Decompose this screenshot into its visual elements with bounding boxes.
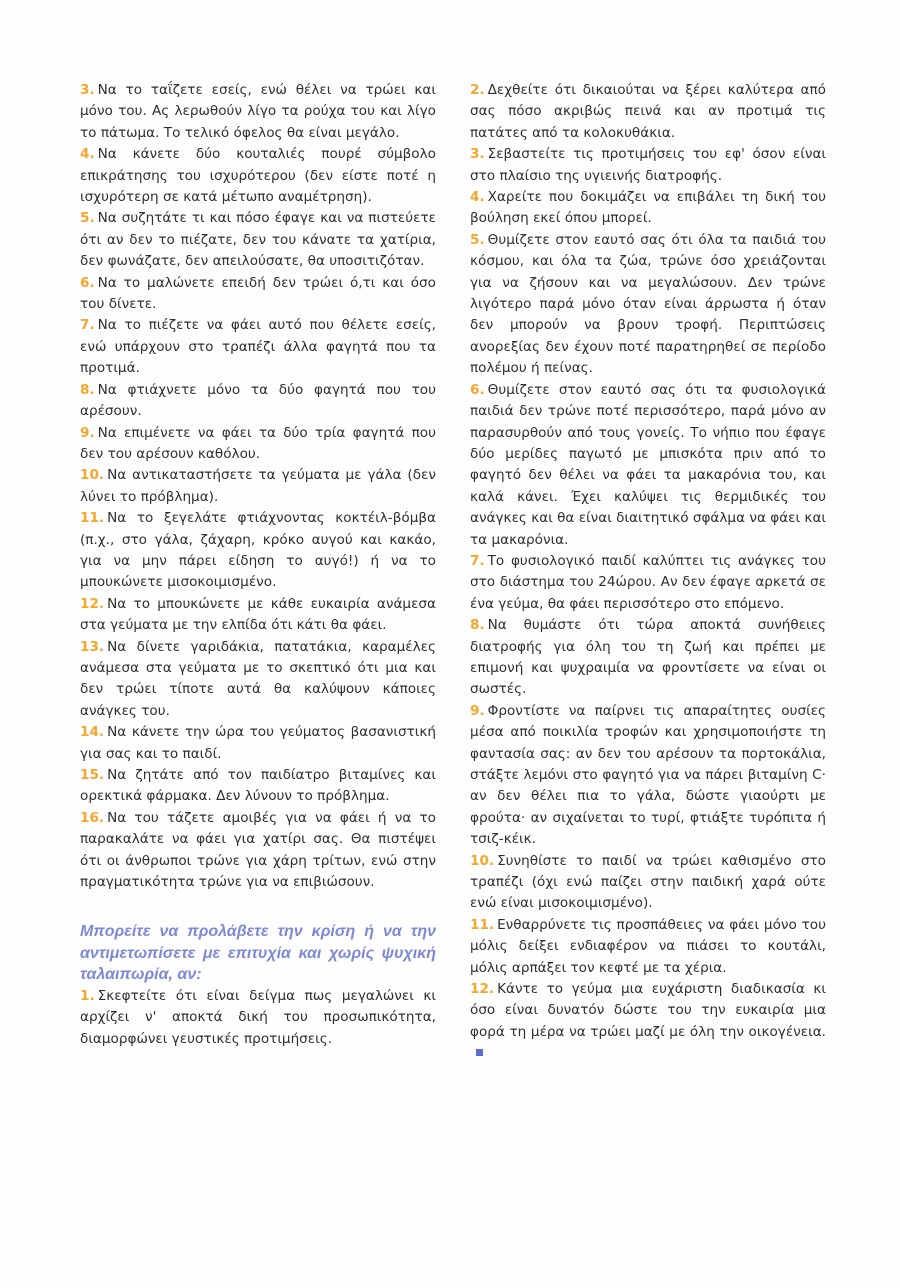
item-number: 16. [80, 809, 105, 826]
item-number: 3. [80, 82, 95, 98]
list-item [470, 915, 826, 979]
list-item [80, 465, 436, 508]
item-text: Το φυσιολογικό παιδί καλύπτει τις ανάγκες του στο διάστημα του 24ώρου. Αν δεν έφαγε αρκετά σε ένα γεύμα, θα φάει περισσότερο στο επόμενο. [470, 552, 826, 612]
item-text: Να το ξεγελάτε φτιάχνοντας κοκτέιλ-βόμβα (π.χ., στο γάλα, ζάχαρη, κρόκο αυγού και κακάο, για να μην πάρει είδηση το αυγό!) ή να το μπουκώνετε μισοκοιμισμένο. [80, 510, 436, 591]
list-item [470, 551, 826, 615]
item-text: Να ζητάτε από τον παιδίατρο βιταμίνες και ορεκτικά φάρμακα. Δεν λύνουν το πρόβλημα. [80, 767, 436, 805]
item-text: Να το ταΐζετε εσείς, ενώ θέλει να τρώει και μόνο του. Ας λερωθούν λίγο τα ρούχα του και λίγο το πάτωμα. Το τελικό όφελος θα είναι μεγάλο. [80, 82, 436, 141]
list-item [470, 979, 826, 1065]
item-number: 1. [80, 987, 95, 1004]
list-item [80, 80, 436, 144]
list-item [80, 637, 436, 723]
item-number: 8. [470, 617, 485, 634]
list-item [470, 230, 826, 380]
list-item [470, 187, 826, 230]
item-text: Φροντίστε να παίρνει τις απαραίτητες ουσίες μέσα από ποικιλία τροφών και χρησιμοποιήστε τη φαντασία σας: αν δεν του αρέσουν τα πορτοκάλια, στάξτε λεμόνι στο φαγητό για να πάρει βιταμίνη C· αν δεν θέλει πια το γάλα, δώστε γιαούρτι με φρούτα· αν σιχαίνεται το τυρί, φτιάξτε τυρόπιτα ή τσιζ-κέικ. [470, 702, 826, 848]
item-text: Δεχθείτε ότι δικαιούται να ξέρει καλύτερα από σας πόσο ακριβώς πεινά και αν προτιμά τις πατάτες από τα κολοκυθάκια. [470, 82, 826, 141]
list-item [80, 594, 436, 637]
item-number: 2. [470, 82, 485, 98]
item-text: Να το πιέζετε να φάει αυτό που θέλετε εσείς, ενώ υπάρχουν στο τραπέζι άλλα φαγητά που τα προτιμά. [80, 317, 436, 377]
item-text: Να συζητάτε τι και πόσο έφαγε και να πιστεύετε ότι αν δεν το πιέζατε, δεν του κάνατε τα χατίρια, δεν φωνάζατε, δεν απειλούσατε, θα υποσιτιζόταν. [80, 210, 436, 270]
item-number: 5. [470, 231, 485, 248]
item-number: 11. [80, 510, 105, 527]
item-number: 6. [80, 274, 95, 291]
item-number: 12. [80, 595, 105, 612]
right-column [470, 80, 826, 1065]
item-number: 8. [80, 381, 95, 398]
list-item [80, 315, 436, 379]
item-text: Να επιμένετε να φάει τα δύο τρία φαγητά που δεν του αρέσουν καθόλου. [80, 424, 436, 462]
item-number: 4. [80, 146, 95, 163]
list-item [470, 851, 826, 915]
list-item [470, 80, 826, 144]
item-text: Να το μαλώνετε επειδή δεν τρώει ό,τι και όσο του δίνετε. [80, 274, 436, 313]
item-number: 11. [470, 916, 495, 933]
item-number: 10. [80, 467, 105, 484]
item-number: 9. [80, 424, 95, 441]
item-text: Συνηθίστε το παιδί να τρώει καθισμένο στο τραπέζι (όχι ενώ παίζει στην παιδική χαρά ούτε ενώ είναι μισοκοιμισμένο). [470, 852, 826, 912]
item-text: Χαρείτε που δοκιμάζει να επιβάλει τη δική του βούληση εκεί όπου μπορεί. [470, 189, 826, 227]
item-number: 4. [470, 189, 485, 206]
item-text: Ενθαρρύνετε τις προσπάθειες να φάει μόνο του μόλις δείξει ενδιαφέρον να πιάσει το κουτάλι, μόλις αρπάξει τον κεφτέ με τα χέρια. [470, 916, 826, 976]
list-item [470, 380, 826, 551]
item-number: 12. [470, 981, 495, 998]
list-item [80, 144, 436, 208]
item-number: 13. [80, 638, 105, 655]
item-number: 15. [80, 767, 105, 783]
item-text: Σκεφτείτε ότι είναι δείγμα πως μεγαλώνει κι αρχίζει ν' αποκτά δική του προσωπικότητα, διαμορφώνει γευστικές προτιμήσεις. [80, 987, 436, 1047]
list-item [80, 722, 436, 765]
item-text: Να κάνετε δύο κουταλιές πουρέ σύμβολο επικράτησης του ισχυρότερου (δεν είστε ποτέ η ισχυρότερη σε κατά μέτωπο αναμέτρηση). [80, 146, 436, 206]
left-column [80, 80, 436, 1050]
item-number: 9. [470, 702, 485, 719]
list-item [80, 273, 436, 316]
item-number: 14. [80, 724, 105, 741]
list-item [80, 380, 436, 423]
list-item [80, 765, 436, 808]
item-text: Θυμίζετε στον εαυτό σας ότι όλα τα παιδιά του κόσμου, και όλα τα ζώα, τρώνε όσο χρειάζονται για να ζήσουν και να μεγαλώσουν. Δεν τρώνε λιγότερο παρά μόνο όταν είναι άρρωστα ή όταν δεν μπορούν να βρουν τροφή. Περιπτώσεις ανορεξίας δεν έχουν ποτέ παρατηρηθεί σε περίοδο πολέμου ή πείνας. [470, 231, 826, 377]
item-text: Θυμίζετε στον εαυτό σας ότι τα φυσιολογικά παιδιά δεν τρώνε ποτέ περισσότερο, παρά μόνο αν παρασυρθούν από τους γονείς. Το νήπιο που έφαγε δύο μερίδες παγωτό με μπισκότα πριν από το φαγητό δεν θέλει να φάει τα μακαρόνια του, και καλά κάνει. Έχει καλύψει τις θερμιδικές του ανάγκες και θα είναι διαιτητικό σφάλμα να φάει και τα μακαρόνια. [470, 381, 827, 548]
item-text: Να του τάζετε αμοιβές για να φάει ή να το παρακαλάτε να φάει για χατίρι σας. Θα πιστέψει ότι οι άνθρωποι τρώνε για χάρη τρίτων, ενώ στην πραγματικότητα τρώνε για να επιβιώσουν. [80, 809, 436, 891]
list-item [80, 808, 436, 894]
item-number: 7. [470, 552, 485, 569]
item-number: 3. [470, 146, 485, 163]
item-text: Σεβαστείτε τις προτιμήσεις του εφ' όσον είναι στο πλαίσιο της υγιεινής διατροφής. [470, 146, 826, 184]
list-item [470, 701, 826, 851]
list-item [80, 423, 436, 466]
list-item [80, 508, 436, 594]
item-text: Να το μπουκώνετε με κάθε ευκαιρία ανάμεσα στα γεύματα με την ελπίδα ότι κάτι θα φάει. [80, 595, 436, 634]
section-heading: Μπορείτε να προλάβετε την κρίση ή να την αντιμετωπίσετε με επιτυχία και χωρίς ψυχική ταλαιπωρία, αν: [80, 923, 436, 984]
list-item [470, 615, 826, 701]
item-text: Να θυμάστε ότι τώρα αποκτά συνήθειες διατροφής για όλη του τη ζωή και πρέπει με επιμονή και ψυχραιμία να φροντίσετε να είναι οι σωστές. [470, 617, 826, 698]
end-of-article-mark-icon [476, 1049, 483, 1056]
item-text: Να φτιάχνετε μόνο τα δύο φαγητά που του αρέσουν. [80, 381, 436, 420]
item-number: 7. [80, 317, 95, 334]
list-item [80, 986, 436, 1050]
item-number: 6. [470, 381, 485, 398]
item-number: 5. [80, 210, 95, 227]
list-item [80, 208, 436, 272]
item-text: Να αντικαταστήσετε τα γεύματα με γάλα (δεν λύνει το πρόβλημα). [80, 467, 436, 505]
item-text: Να δίνετε γαριδάκια, πατατάκια, καραμέλες ανάμεσα στα γεύματα με το σκεπτικό ότι μια και δεν τρώει τίποτε αυτά θα καλύψουν κάποιες ανάγκες του. [80, 638, 436, 719]
list-item [470, 144, 826, 187]
item-text: Να κάνετε την ώρα του γεύματος βασανιστική για σας και το παιδί. [80, 724, 436, 762]
item-number: 10. [470, 852, 495, 869]
item-text: Κάντε το γεύμα μια ευχάριστη διαδικασία κι όσο είναι δυνατόν δώστε του την ευκαιρία μια φορά τη μέρα να τρώει μαζί με όλη την οικογένεια. [470, 981, 826, 1040]
